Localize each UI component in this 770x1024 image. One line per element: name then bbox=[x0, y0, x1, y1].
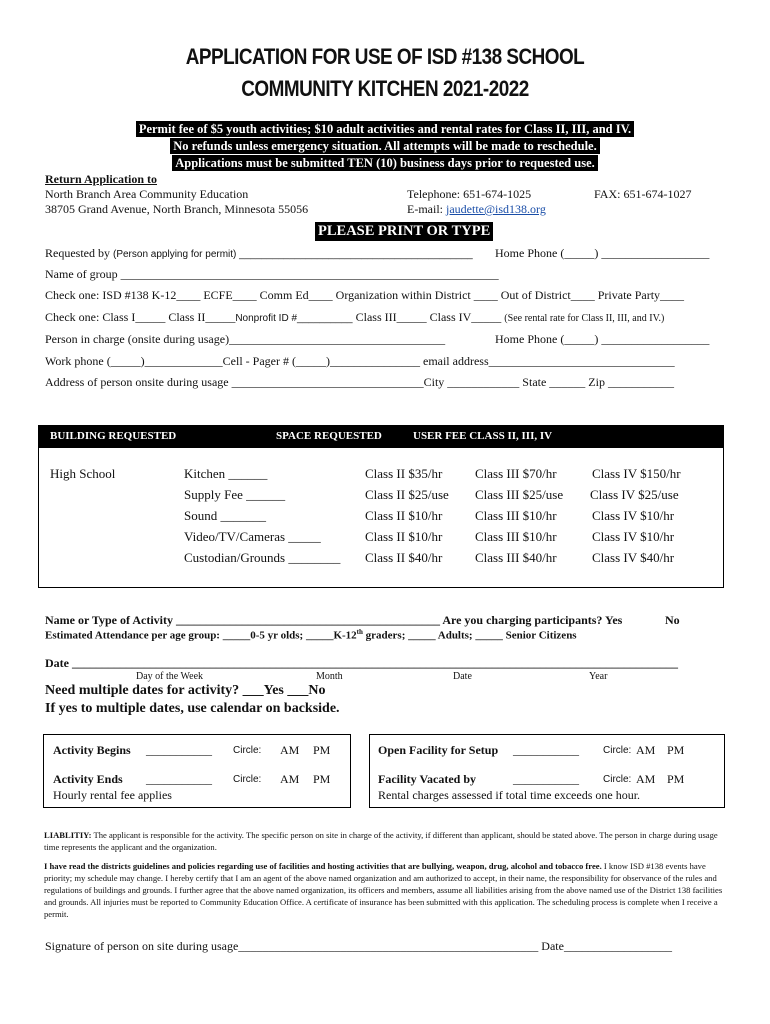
space-video[interactable]: Video/TV/Cameras _____ bbox=[184, 529, 321, 544]
month-label: Month bbox=[316, 671, 343, 682]
return-org: North Branch Area Community Education bbox=[45, 187, 249, 201]
hourly-note: Hourly rental fee applies bbox=[53, 788, 172, 802]
activity-name-line[interactable]: Name or Type of Activity ____________________________________________ Are you charging participants? Yes bbox=[45, 613, 623, 627]
open-facility-label: Open Facility for Setup bbox=[378, 743, 499, 757]
form-title-line2: COMMUNITY KITCHEN 2021-2022 bbox=[241, 76, 529, 101]
fee-class2: Class II $25/use bbox=[365, 487, 449, 502]
activity-ends-label: Activity Ends bbox=[53, 772, 123, 786]
agreement-paragraph: I have read the districts guidelines and policies regarding use of facilities and hosting activities that are bullying, weapon, drug, alcohol and tobacco free. I know ISD #138 events have priority; my schedule may change. I hereby certify that I am an agent of the above named organization and am authorized to accept, in their name, the responsibility for observance of the rules and regulations of buildings and grounds. I further agree that the above named organization, its officers and members, assume all liabilities arising from the above named use of the District 138 facilities and grounds. All injuries must be reported to Community Education Office. A certificate of insurance has been submitted with this application. The scheduling process is complete when I receive a permit. bbox=[44, 861, 723, 919]
fee-class4: Class IV $150/hr bbox=[592, 466, 681, 481]
return-heading: Return Application to bbox=[45, 172, 158, 186]
liability-paragraph: LIABLITIY: The applicant is responsible for the activity. The specific person on site in charge of the activity, if different than applicant, should be stated above. The person in charge during usage time represents the applicant and the organization. bbox=[44, 830, 718, 852]
person-in-charge-line[interactable]: Person in charge (onsite during usage)____________________________________ bbox=[45, 332, 446, 346]
class-check-line[interactable]: Check one: Class I_____ Class II_____Nonprofit ID #__________ Class III_____ Class IV_____ (See rental rate for Class II, III, and IV.) bbox=[45, 310, 665, 324]
activity-begins-field[interactable]: ___________ bbox=[146, 743, 212, 757]
building-high-school: High School bbox=[50, 466, 116, 481]
header-space: SPACE REQUESTED bbox=[276, 430, 382, 442]
pm-option[interactable]: PM bbox=[667, 772, 685, 786]
fee-class4: Class IV $25/use bbox=[590, 487, 679, 502]
fee-class3: Class III $70/hr bbox=[475, 466, 557, 481]
multiple-dates-note: If yes to multiple dates, use calendar on backside. bbox=[45, 701, 340, 716]
print-banner: PLEASE PRINT OR TYPE bbox=[315, 222, 493, 241]
fee-class4: Class IV $10/hr bbox=[592, 508, 675, 523]
circle-label: Circle: bbox=[603, 745, 632, 756]
fee-class3: Class III $40/hr bbox=[475, 550, 557, 565]
attendance-line[interactable]: Estimated Attendance per age group: _____0-5 yr olds; _____K-12th graders; _____ Adults; _____ Senior Citizens bbox=[45, 628, 577, 642]
notice-line-2: No refunds unless emergency situation. All attempts will be made to reschedule. bbox=[0, 137, 770, 155]
header-fee: USER FEE CLASS II, III, IV bbox=[413, 430, 553, 442]
notice-line-1: Permit fee of $5 youth activities; $10 adult activities and rental rates for Class II, III, and IV. bbox=[0, 120, 770, 138]
form-title-line1: APPLICATION FOR USE OF ISD #138 SCHOOL bbox=[185, 44, 585, 69]
fee-class2: Class II $10/hr bbox=[365, 529, 443, 544]
space-kitchen[interactable]: Kitchen ______ bbox=[184, 466, 268, 481]
circle-label: Circle: bbox=[603, 774, 632, 785]
pm-option[interactable]: PM bbox=[313, 743, 331, 757]
day-label: Day of the Week bbox=[136, 671, 204, 682]
header-building: BUILDING REQUESTED bbox=[50, 430, 177, 442]
am-option[interactable]: AM bbox=[636, 772, 656, 786]
notice-line-3: Applications must be submitted TEN (10) business days prior to requested use. bbox=[0, 154, 770, 172]
fee-class3: Class III $25/use bbox=[475, 487, 564, 502]
signature-line[interactable]: Signature of person on site during usage__________________________________________________ Date__________________ bbox=[45, 939, 672, 953]
space-custodian[interactable]: Custodian/Grounds ________ bbox=[184, 550, 341, 565]
home-phone-line[interactable]: Home Phone (_____) __________________ bbox=[495, 246, 710, 260]
open-facility-field[interactable]: ___________ bbox=[513, 743, 579, 757]
fax: FAX: 651-674-1027 bbox=[594, 187, 692, 201]
activity-ends-field[interactable]: ___________ bbox=[146, 772, 212, 786]
year-label: Year bbox=[589, 671, 608, 682]
fee-class4: Class IV $10/hr bbox=[592, 529, 675, 544]
fee-class4: Class IV $40/hr bbox=[592, 550, 675, 565]
work-phone-line[interactable]: Work phone (_____)_____________Cell - Pager # (_____)_______________ email address_______________________________ bbox=[45, 354, 675, 368]
am-option[interactable]: AM bbox=[280, 743, 300, 757]
pm-option[interactable]: PM bbox=[313, 772, 331, 786]
am-option[interactable]: AM bbox=[636, 743, 656, 757]
fee-class2: Class II $10/hr bbox=[365, 508, 443, 523]
fee-class2: Class II $35/hr bbox=[365, 466, 443, 481]
charging-no[interactable]: No bbox=[665, 613, 680, 627]
email-line: E-mail: jaudette@isd138.org bbox=[407, 202, 546, 216]
pm-option[interactable]: PM bbox=[667, 743, 685, 757]
facility-vacated-label: Facility Vacated by bbox=[378, 772, 476, 786]
circle-label: Circle: bbox=[233, 745, 262, 756]
date-line[interactable]: Date _____________________________________________________________________________________________________ bbox=[45, 656, 678, 670]
space-sound[interactable]: Sound _______ bbox=[184, 508, 266, 523]
affiliation-check-line[interactable]: Check one: ISD #138 K-12____ ECFE____ Comm Ed____ Organization within District ____ Out of District____ Private Party____ bbox=[45, 288, 685, 302]
return-address: 38705 Grand Avenue, North Branch, Minnesota 55056 bbox=[45, 202, 309, 216]
onsite-address-line[interactable]: Address of person onsite during usage ________________________________City ____________ State ______ Zip ___________ bbox=[45, 375, 674, 389]
rental-note: Rental charges assessed if total time exceeds one hour. bbox=[378, 788, 641, 802]
group-name-line[interactable]: Name of group _______________________________________________________________ bbox=[45, 267, 499, 281]
fee-class2: Class II $40/hr bbox=[365, 550, 443, 565]
requested-by-line[interactable]: Requested by (Person applying for permit) __________________________________________ bbox=[45, 246, 473, 260]
activity-begins-label: Activity Begins bbox=[53, 743, 131, 757]
circle-label: Circle: bbox=[233, 774, 262, 785]
date-label: Date bbox=[453, 671, 472, 682]
home-phone-2-line[interactable]: Home Phone (_____) __________________ bbox=[495, 332, 710, 346]
email-link[interactable]: jaudette@isd138.org bbox=[446, 202, 546, 216]
telephone: Telephone: 651-674-1025 bbox=[407, 187, 532, 201]
fee-class3: Class III $10/hr bbox=[475, 508, 557, 523]
am-option[interactable]: AM bbox=[280, 772, 300, 786]
fee-class3: Class III $10/hr bbox=[475, 529, 557, 544]
space-supply-fee[interactable]: Supply Fee ______ bbox=[184, 487, 286, 502]
multiple-dates-question[interactable]: Need multiple dates for activity? ___Yes ___No bbox=[45, 683, 326, 698]
facility-vacated-field[interactable]: ___________ bbox=[513, 772, 579, 786]
